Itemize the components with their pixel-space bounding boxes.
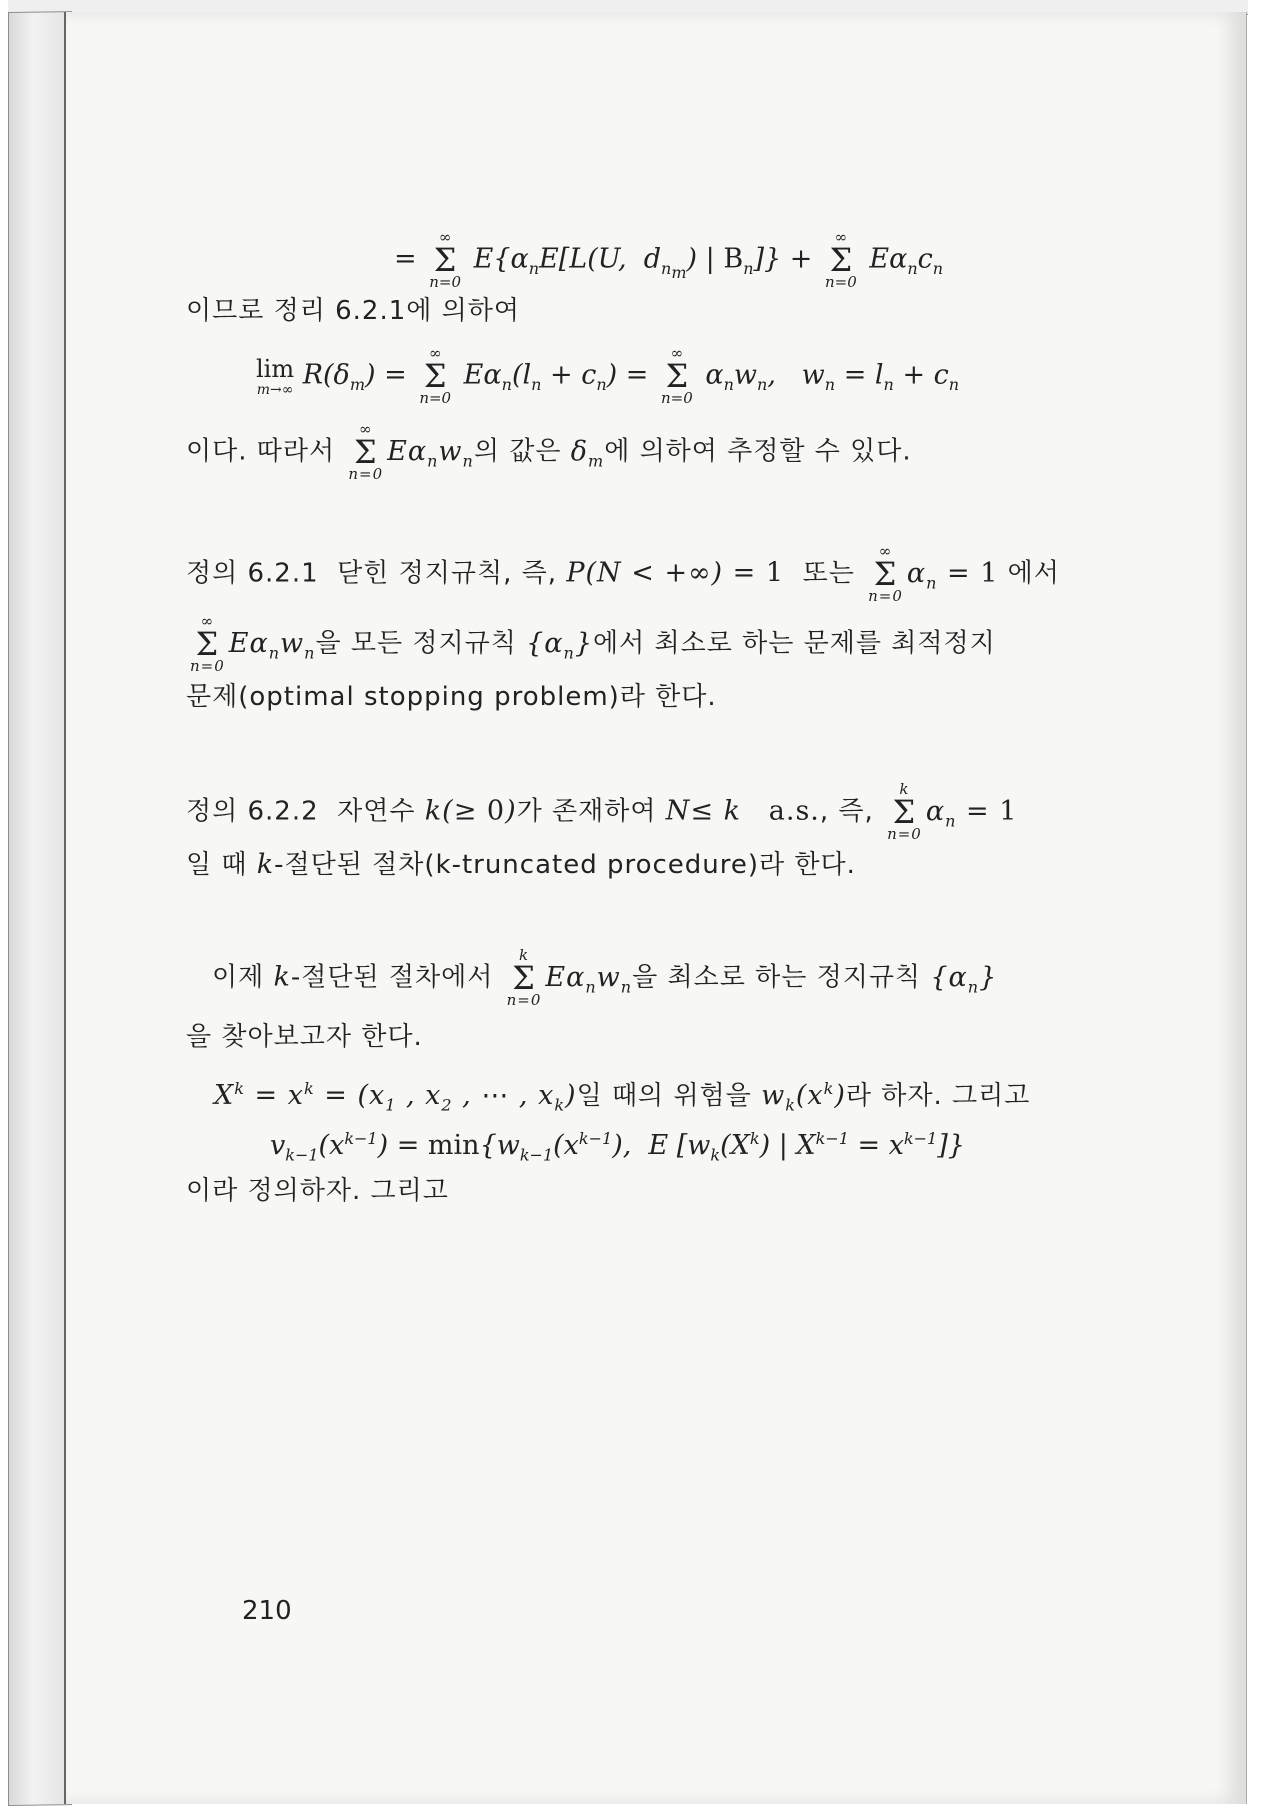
book-page (64, 12, 1247, 1804)
text-line-2: 이므로 정리 6.2.1에 의하여 (186, 296, 520, 326)
summation-symbol: ∞ Σ n=0 (868, 542, 903, 605)
text-line-4: 이다. 따라서 ∞ Σ n=0 $E\alpha_nw_n$의 값은 $\delta_m$에 의하여 추정할 수 있다. (186, 420, 912, 483)
text-line-6: ∞ Σ n=0 $E\alpha_nw_n$을 모든 정지규칙 $\{\alpha_n\}$에서 최소로 하는 문제를 최적정지 (190, 612, 996, 675)
summation-symbol: ∞ Σ n=0 (190, 612, 225, 675)
summation-symbol: ∞ Σ n=0 (825, 228, 857, 291)
text-line-7: 문제(optimal stopping problem)라 한다. (186, 682, 717, 712)
page-number: 210 (242, 1596, 292, 1626)
text-line-12: $X^k = x^k = (x_1$ , $x_2$ , ⋯ , $x_k$)일 때의 위험을 $w_k(x^k)$라 하자. 그리고 (214, 1079, 1031, 1115)
text-line-10: 이제 k-절단된 절차에서 k Σ n=0 $E\alpha_nw_n$을 최소로 하는 정지규칙 $\{\alpha_n\}$ (212, 946, 998, 1009)
page-stack-edge (8, 11, 72, 1806)
equation-line-1: = ∞ Σ n=0 $E\{\alpha_nE[L(U$, $d_{n_m}$) | $B_n$]} + ∞ Σ n=0 $E\alpha_nc_n$ (394, 228, 944, 291)
definition-6-2-2: 정의 6.2.2 자연수 k(≥ 0)가 존재하여 N≤ k a.s., 즉, k Σ n=0 $\alpha_n = 1$ (186, 780, 1018, 843)
equation-line-13: $v_{k-1}(x^{k-1}) = \min\{w_{k-1}(x^{k-1})$, E [$w_k(X^k)$ | $X^{k-1} = x^{k-1}$]} (270, 1129, 965, 1165)
limit-operator: lim m→∞ (256, 355, 295, 398)
summation-symbol: k Σ n=0 (506, 946, 542, 1009)
summation-symbol: k Σ n=0 (887, 780, 922, 843)
text-line-9: 일 때 k-절단된 절차(k-truncated procedure)라 한다. (186, 849, 856, 880)
definition-6-2-1: 정의 6.2.1 닫힌 정지규칙, 즉, P(N < +∞) = 1 또는 ∞ Σ n=0 $\alpha_n = 1$ 에서 (186, 542, 1060, 605)
summation-symbol: ∞ Σ n=0 (429, 228, 461, 291)
summation-symbol: ∞ Σ n=0 (348, 420, 384, 483)
text-line-11: 을 찾아보고자 한다. (186, 1022, 423, 1052)
text-line-14: 이라 정의하자. 그리고 (186, 1176, 449, 1206)
summation-symbol: ∞ Σ n=0 (419, 344, 452, 407)
equation-line-3: lim m→∞ $R(\delta_m)$ = ∞ Σ n=0 $E\alpha_n(l_n + c_n)$ = ∞ Σ n=0 $\alpha_nw_n$, $w_n = l_n + c_n$ (256, 344, 960, 407)
summation-symbol: ∞ Σ n=0 (660, 344, 693, 407)
